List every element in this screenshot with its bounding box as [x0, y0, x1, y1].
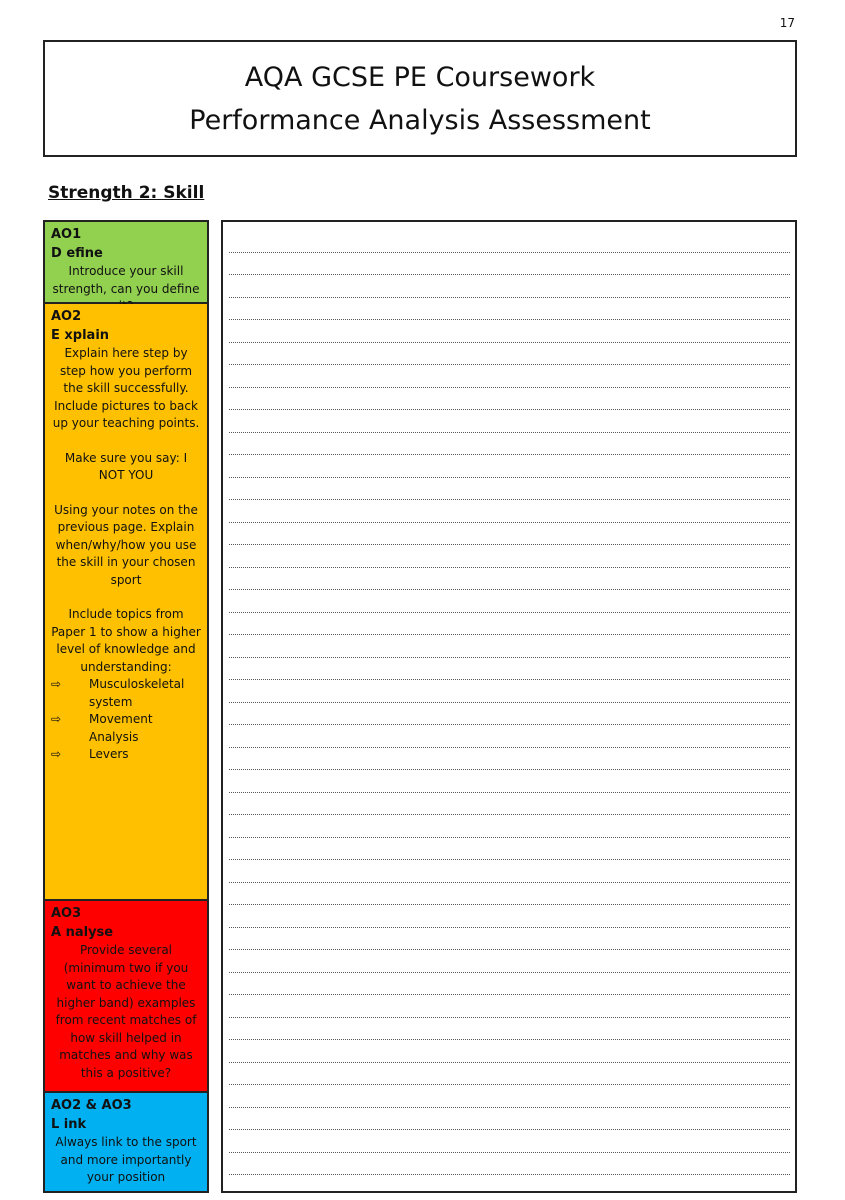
ao-code: AO2 & AO3	[51, 1098, 132, 1113]
writing-line	[229, 1153, 790, 1176]
writing-line	[229, 388, 790, 411]
writing-line	[229, 230, 790, 253]
ao-code: AO3	[51, 906, 82, 921]
writing-line	[229, 950, 790, 973]
writing-line	[229, 500, 790, 523]
writing-line	[229, 298, 790, 321]
writing-line	[229, 343, 790, 366]
writing-line	[229, 1108, 790, 1131]
list-item	[51, 711, 201, 746]
list-item-label: Levers	[89, 747, 129, 761]
writing-line	[229, 658, 790, 681]
writing-line	[229, 433, 790, 456]
writing-line	[229, 793, 790, 816]
writing-line	[229, 905, 790, 928]
title-line-2: Performance Analysis Assessment	[189, 104, 651, 136]
ao-paragraph: Include topics from Paper 1 to show a higher level of knowledge and understanding:	[51, 607, 201, 674]
list-item-label: Musculoskeletal system	[89, 677, 185, 709]
section-heading: Strength 2: Skill	[48, 183, 205, 203]
list-item-label: Movement Analysis	[89, 712, 153, 744]
answer-writing-area[interactable]	[221, 220, 797, 1193]
writing-line	[229, 478, 790, 501]
topic-list	[51, 676, 201, 764]
writing-line	[229, 1085, 790, 1108]
writing-line	[229, 838, 790, 861]
arrow-right-icon: ⇨	[51, 712, 62, 726]
arrow-right-icon: ⇨	[51, 747, 62, 761]
ao-keyword: L ink	[51, 1117, 87, 1132]
ao-block-define	[45, 222, 207, 304]
ao-block-link	[45, 1093, 207, 1191]
ao-description: Always link to the sport and more importantly your position	[55, 1135, 197, 1184]
writing-line	[229, 703, 790, 726]
writing-line	[229, 455, 790, 478]
writing-line	[229, 815, 790, 838]
page-number: 17	[779, 16, 795, 30]
writing-line	[229, 680, 790, 703]
writing-line	[229, 1018, 790, 1041]
title-line-1: AQA GCSE PE Coursework	[244, 61, 596, 93]
writing-line	[229, 568, 790, 591]
writing-line	[229, 1040, 790, 1063]
list-item	[51, 746, 201, 764]
ao-description: Provide several (minimum two if you want to achieve the higher band) examples from recent matches of how skill helped in matches and why was this a positive?	[55, 943, 197, 1080]
assessment-objectives-sidebar	[43, 220, 209, 1193]
ao-keyword: D efine	[51, 246, 103, 261]
ao-block-explain	[45, 304, 207, 901]
writing-line	[229, 928, 790, 951]
arrow-right-icon: ⇨	[51, 677, 62, 691]
writing-line	[229, 253, 790, 276]
writing-line	[229, 725, 790, 748]
ao-keyword: E xplain	[51, 328, 110, 343]
writing-line	[229, 770, 790, 793]
writing-line	[229, 275, 790, 298]
writing-line	[229, 860, 790, 883]
writing-line	[229, 748, 790, 771]
writing-line	[229, 523, 790, 546]
writing-line	[229, 635, 790, 658]
ao-description: Introduce your skill strength, can you define	[52, 264, 200, 296]
writing-line	[229, 1063, 790, 1086]
ao-code: AO2	[51, 309, 82, 324]
writing-line	[229, 995, 790, 1018]
writing-line	[229, 613, 790, 636]
writing-line	[229, 545, 790, 568]
title-box	[43, 40, 797, 157]
writing-line	[229, 410, 790, 433]
ao-block-analyse	[45, 901, 207, 1093]
ao-paragraph: Explain here step by step how you perform the skill successfully. Include pictures to back up your teaching points.	[52, 346, 200, 430]
ao-code: AO1	[51, 227, 82, 242]
ao-keyword: A nalyse	[51, 925, 114, 940]
writing-line	[229, 365, 790, 388]
writing-line	[229, 883, 790, 906]
ao-paragraph: Make sure you say: I NOT YOU	[64, 450, 188, 482]
writing-line	[229, 973, 790, 996]
writing-line	[229, 320, 790, 343]
list-item	[51, 676, 201, 711]
writing-line	[229, 1130, 790, 1153]
writing-line	[229, 590, 790, 613]
ao-paragraph: Using your notes on the previous page. Explain when/why/how you use the skill in your chosen sport	[54, 502, 198, 587]
